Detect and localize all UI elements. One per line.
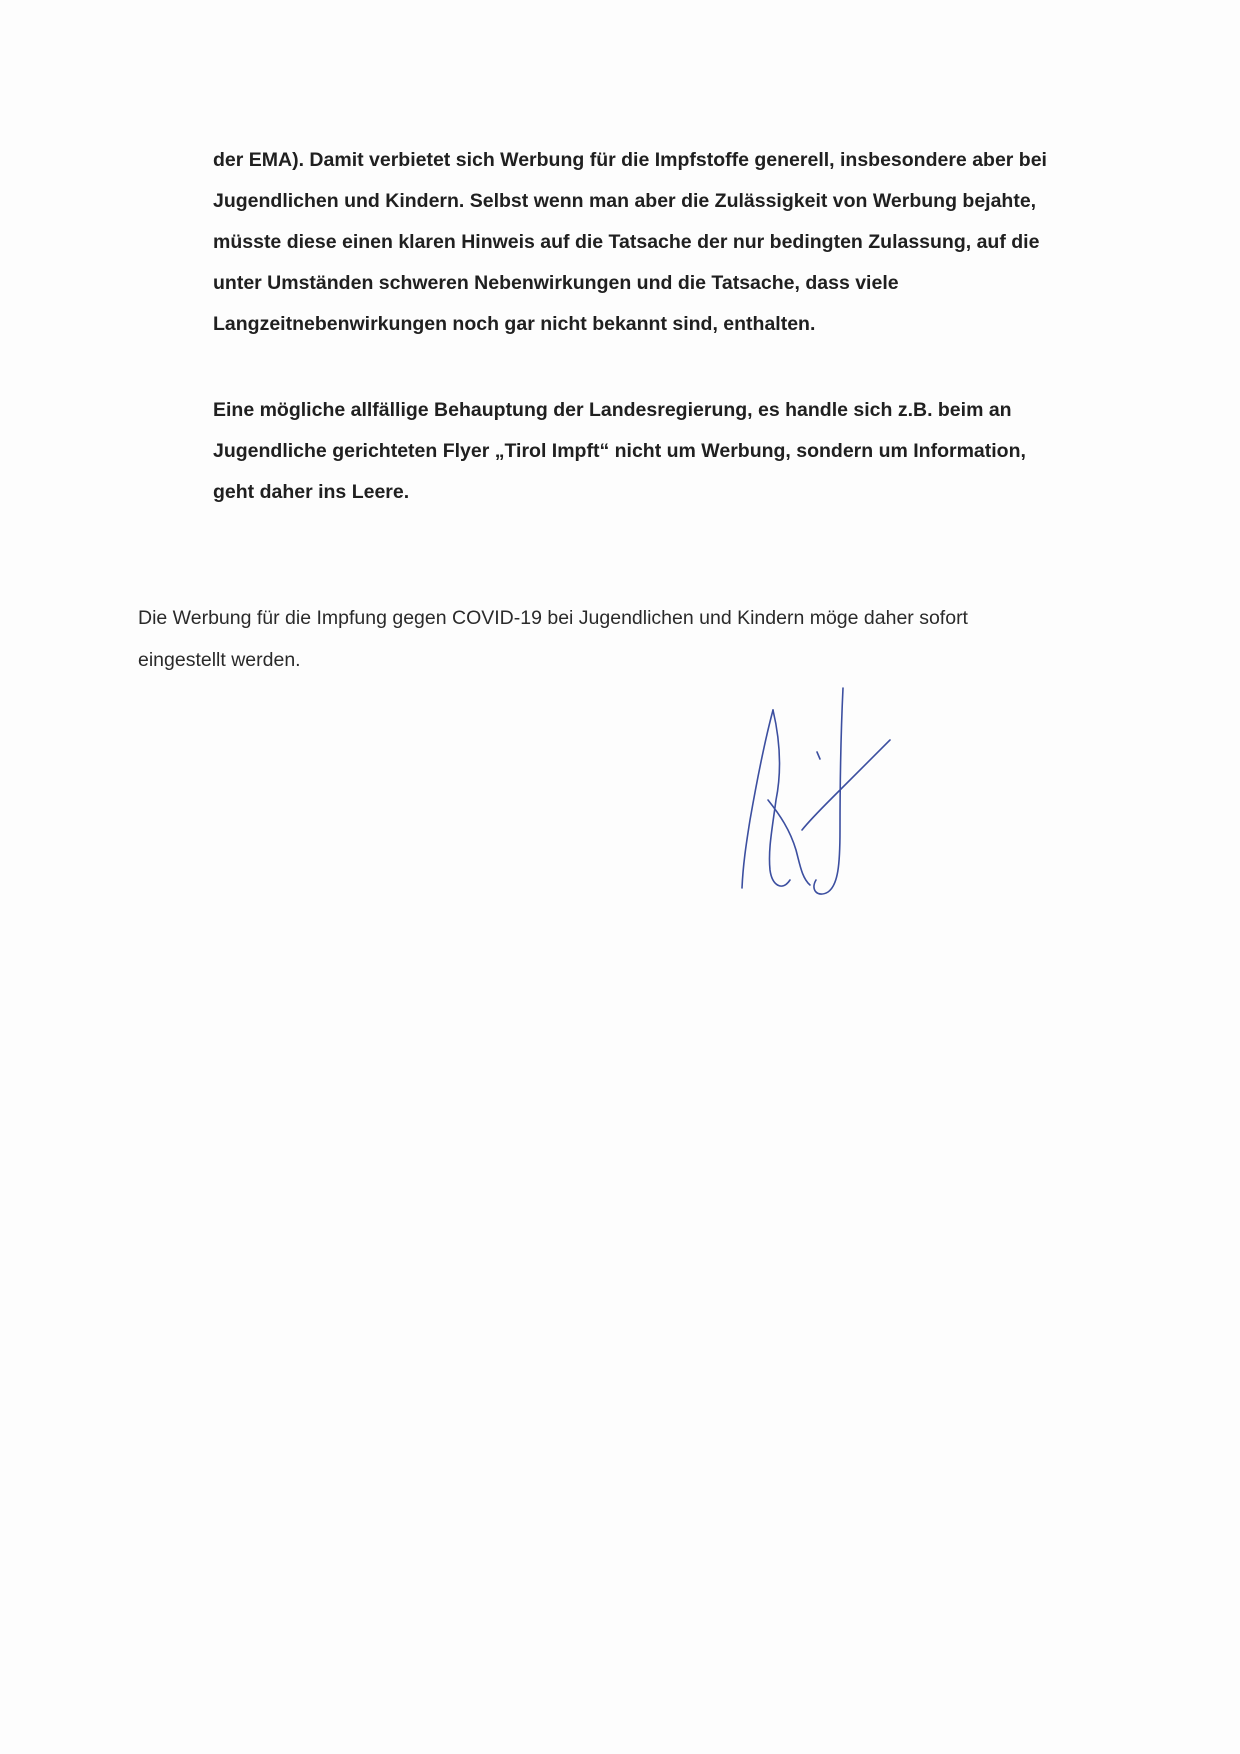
text-line: Eine mögliche allfällige Behauptung der Landesregierung, es handle sich z.B. beim an: [213, 399, 1012, 421]
paragraph-ema-advertising: [213, 140, 1093, 345]
paragraph-text: [213, 390, 1093, 513]
paragraph-flyer-claim: [213, 390, 1093, 513]
text-line: Jugendliche gerichteten Flyer „Tirol Impft“ nicht um Werbung, sondern um Information,: [213, 440, 1026, 462]
text-line: unter Umständen schweren Nebenwirkungen und die Tatsache, dass viele: [213, 272, 899, 294]
handwritten-signature: [710, 680, 910, 920]
text-line: geht daher ins Leere.: [213, 481, 410, 503]
text-line: Jugendlichen und Kindern. Selbst wenn man aber die Zulässigkeit von Werbung bejahte,: [213, 190, 1037, 212]
text-line: Die Werbung für die Impfung gegen COVID-19 bei Jugendlichen und Kindern möge daher sofort: [138, 607, 968, 629]
text-line: Langzeitnebenwirkungen noch gar nicht bekannt sind, enthalten.: [213, 313, 816, 335]
paragraph-text: [213, 140, 1093, 345]
text-line: eingestellt werden.: [138, 649, 301, 671]
text-line: der EMA). Damit verbietet sich Werbung für die Impfstoffe generell, insbesondere aber bei: [213, 149, 1047, 171]
closing-statement: [138, 597, 1088, 681]
text-line: müsste diese einen klaren Hinweis auf die Tatsache der nur bedingten Zulassung, auf die: [213, 231, 1040, 253]
